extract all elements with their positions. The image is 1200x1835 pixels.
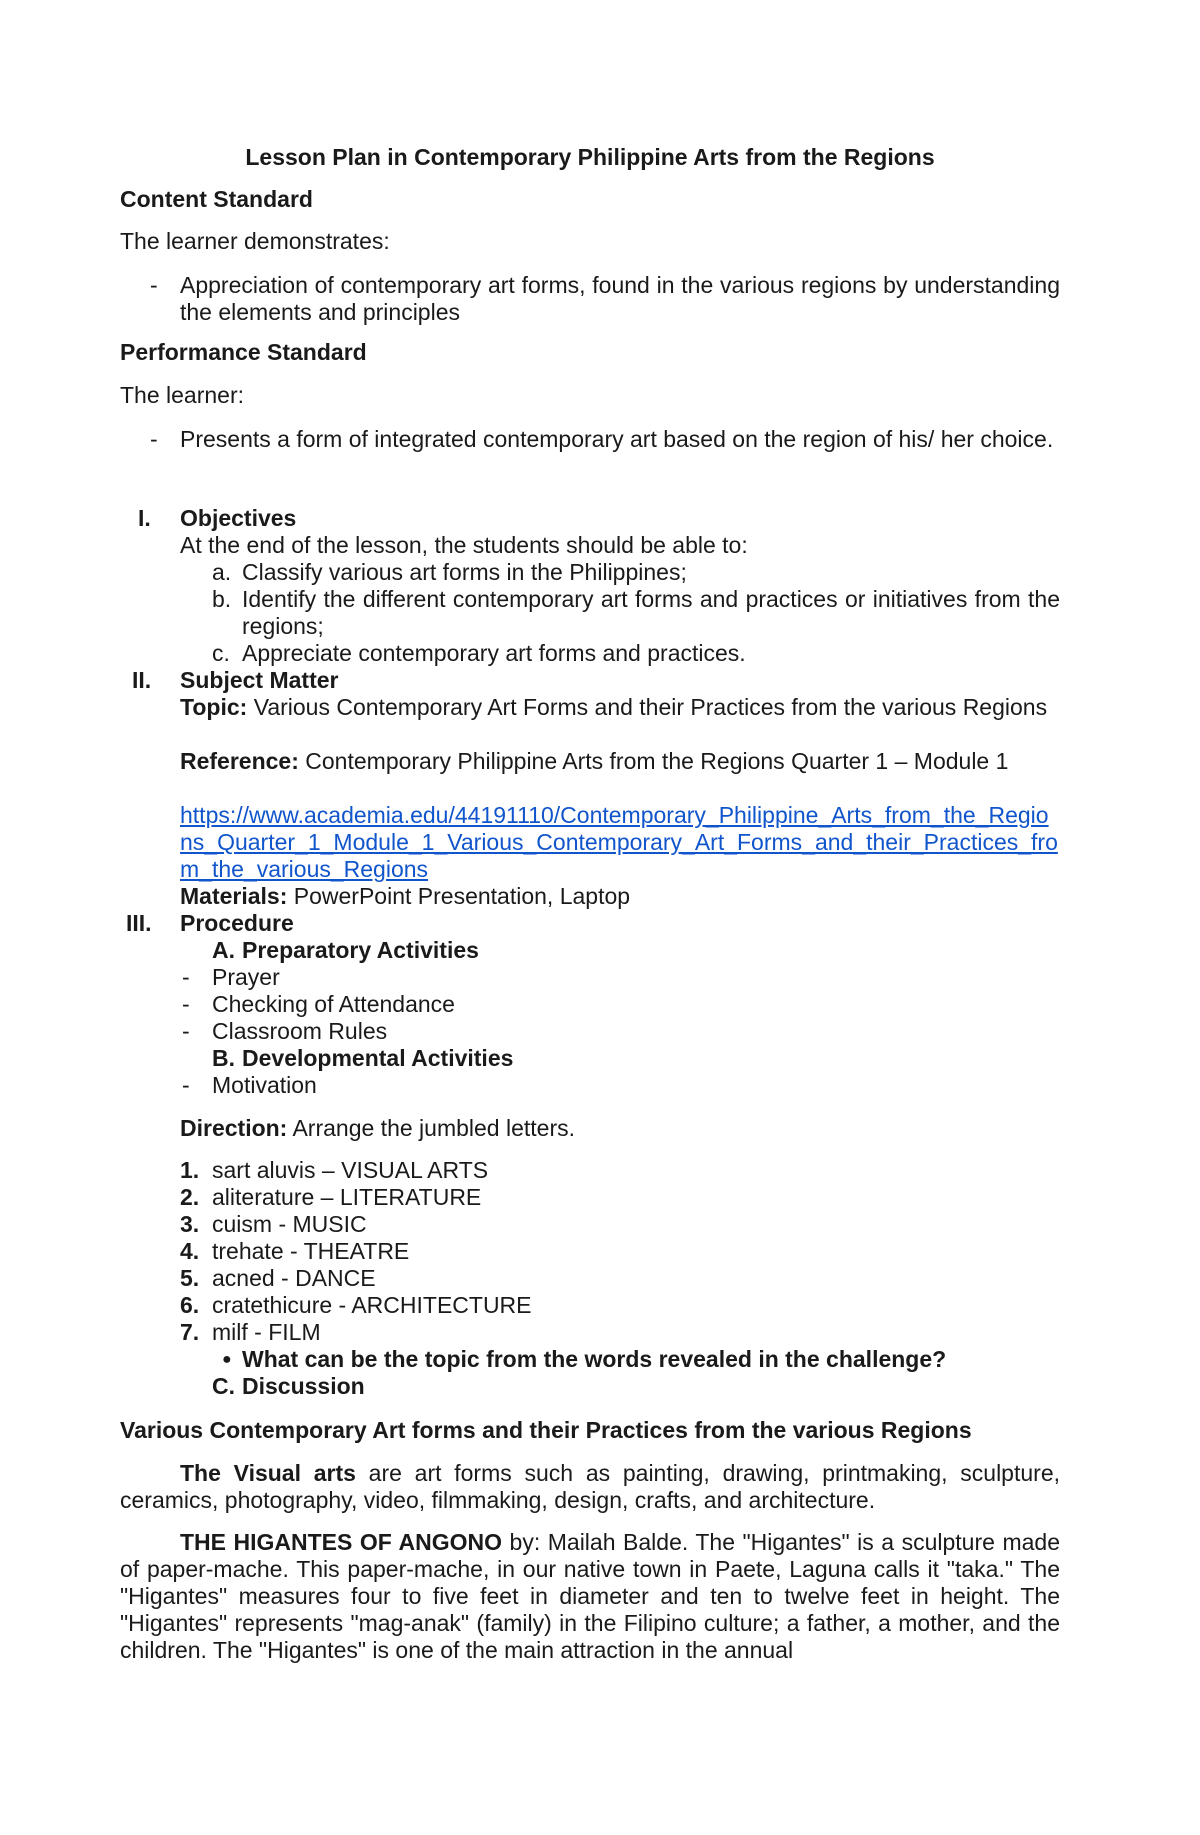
objective-b-text: Identify the different contemporary art forms and practices or initiatives from the regions; — [242, 586, 1060, 639]
objectives-intro: At the end of the lesson, the students should be able to: — [180, 532, 748, 558]
reference-link[interactable]: https://www.academia.edu/44191110/Contemporary_Philippine_Arts_from_the_Regions_Quarter_1_Module_1_Various_Contemporary_Art_Forms_and_their_Practices_from_the_various_Regions — [180, 802, 1058, 882]
objectives-heading: Objectives — [180, 505, 297, 531]
procedure-numeral: III. — [126, 910, 152, 936]
prep-item-dash: - — [182, 964, 190, 990]
jumbled-item: sart aluvis – VISUAL ARTS — [212, 1157, 489, 1183]
page-title: Lesson Plan in Contemporary Philippine Arts from the Regions — [245, 144, 935, 170]
objective-c-text: Appreciate contemporary art forms and practices. — [242, 640, 746, 666]
content-standard-bullet-text: Appreciation of contemporary art forms, found in the various regions by understanding the elements and principles — [180, 272, 1060, 325]
higantes-text: by: Mailah Balde. The "Higantes" is a sculpture made of paper-mache. This paper-mache, in our native town in Paete, Laguna calls it "taka." The "Higantes" measures four to five feet in diameter and ten to twelve feet in height. The "Higantes" represents "mag-anak" (family) in the Filipino culture; a father, a mother, and the children. The "Higantes" is one of the main attraction in the annual — [120, 1529, 1060, 1663]
prep-item-dash: - — [182, 991, 190, 1017]
jumbled-item: acned - DANCE — [212, 1265, 376, 1291]
direction-line — [180, 1115, 575, 1142]
prep-activities-heading: Preparatory Activities — [242, 937, 479, 963]
dev-item-motivation: Motivation — [212, 1072, 317, 1098]
jumbled-item: cuism - MUSIC — [212, 1211, 367, 1237]
prep-activities-marker: A. — [212, 937, 235, 963]
procedure-heading: Procedure — [180, 910, 294, 936]
higantes-paragraph — [120, 1529, 1060, 1664]
dev-item-dash: - — [182, 1072, 190, 1098]
performance-standard-heading: Performance Standard — [120, 339, 367, 365]
reference-line — [180, 748, 1060, 775]
jumbled-number: 7. — [180, 1319, 200, 1345]
jumbled-number: 6. — [180, 1292, 200, 1318]
dev-activities-heading: Developmental Activities — [242, 1045, 514, 1071]
visual-arts-paragraph — [120, 1460, 1060, 1514]
subject-matter-heading: Subject Matter — [180, 667, 339, 693]
direction-label: Direction: — [180, 1115, 288, 1141]
objective-a-text: Classify various art forms in the Philippines; — [242, 559, 687, 585]
materials-label: Materials: — [180, 883, 288, 909]
challenge-question: What can be the topic from the words revealed in the challenge? — [242, 1346, 947, 1372]
jumbled-number: 1. — [180, 1157, 200, 1183]
subject-matter-numeral: II. — [132, 667, 152, 693]
materials-line — [180, 883, 630, 910]
topic-line — [180, 694, 1060, 721]
jumbled-item: cratethicure - ARCHITECTURE — [212, 1292, 532, 1318]
objectives-numeral: I. — [138, 505, 151, 531]
reference-text: Contemporary Philippine Arts from the Regions Quarter 1 – Module 1 — [305, 748, 1009, 774]
jumbled-number: 2. — [180, 1184, 200, 1210]
content-standard-heading: Content Standard — [120, 186, 313, 212]
jumbled-number: 3. — [180, 1211, 200, 1237]
visual-arts-lead: The Visual arts — [180, 1460, 356, 1486]
question-bullet: ● — [222, 1351, 232, 1368]
topic-text: Various Contemporary Art Forms and their Practices from the various Regions — [253, 694, 1048, 720]
jumbled-item: milf - FILM — [212, 1319, 321, 1345]
discussion-subheading: Discussion — [242, 1373, 365, 1399]
direction-text: Arrange the jumbled letters. — [292, 1115, 576, 1141]
prep-item-rules: Classroom Rules — [212, 1018, 388, 1044]
jumbled-item: trehate - THEATRE — [212, 1238, 410, 1264]
materials-text: PowerPoint Presentation, Laptop — [293, 883, 631, 909]
prep-item-dash: - — [182, 1018, 190, 1044]
jumbled-number: 4. — [180, 1238, 200, 1264]
jumbled-item: aliterature – LITERATURE — [212, 1184, 482, 1210]
visual-arts-text: are art forms such as painting, drawing, printmaking, sculpture, ceramics, photography, video, filmmaking, design, crafts, and architecture. — [120, 1460, 1060, 1513]
higantes-lead: THE HIGANTES OF ANGONO — [180, 1529, 503, 1555]
dev-activities-marker: B. — [212, 1045, 235, 1071]
discussion-heading: Various Contemporary Art forms and their Practices from the various Regions — [120, 1417, 972, 1443]
jumbled-number: 5. — [180, 1265, 200, 1291]
discussion-marker: C. — [212, 1373, 235, 1399]
performance-standard-intro: The learner: — [120, 382, 245, 408]
performance-standard-bullet-marker: - — [150, 426, 158, 452]
reference-label: Reference: — [180, 748, 299, 774]
content-standard-intro: The learner demonstrates: — [120, 228, 390, 254]
objective-c-marker: c. — [212, 640, 230, 666]
objective-a-marker: a. — [212, 559, 232, 585]
performance-standard-bullet-text: Presents a form of integrated contemporary art based on the region of his/ her choice. — [180, 426, 1054, 452]
prep-item-prayer: Prayer — [212, 964, 280, 990]
content-standard-bullet-marker: - — [150, 272, 158, 298]
topic-label: Topic: — [180, 694, 248, 720]
objective-b-marker: b. — [212, 586, 232, 612]
prep-item-attendance: Checking of Attendance — [212, 991, 455, 1017]
